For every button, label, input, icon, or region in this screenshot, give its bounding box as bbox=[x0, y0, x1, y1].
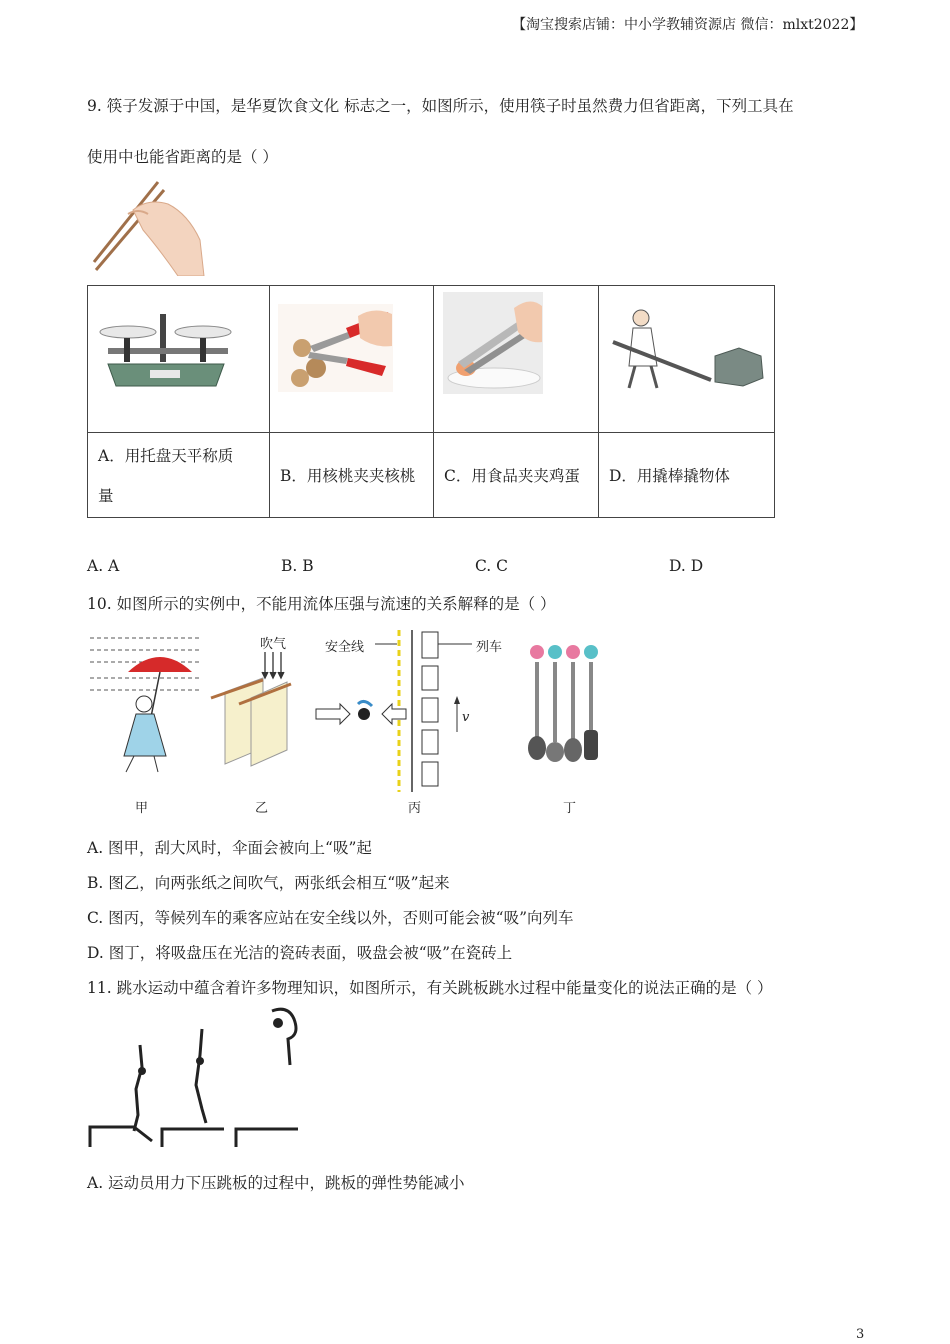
figure-ding-suction-hooks bbox=[527, 642, 605, 770]
q11-stem: 11. 跳水运动中蕴含着许多物理知识，如图所示，有关跳板跳水过程中能量变化的说法正确的是（ ） bbox=[87, 979, 773, 997]
q10-option-d[interactable]: D. 图丁，将吸盘压在光洁的瓷砖表面，吸盘会被“吸”在瓷砖上 bbox=[87, 944, 513, 962]
food-tongs-cell bbox=[434, 286, 599, 433]
option-a-label: A．用托盘天平称质 bbox=[98, 447, 234, 465]
caption-jia: 甲 bbox=[135, 801, 149, 816]
crowbar-lever-image bbox=[599, 286, 774, 432]
q9-stem-line2: 使用中也能省距离的是（ ） bbox=[87, 148, 278, 166]
crowbar-cell bbox=[599, 286, 775, 433]
q9-answer-b[interactable]: B. B bbox=[281, 557, 314, 575]
option-c-cell bbox=[434, 433, 599, 518]
q9-answer-a[interactable]: A. A bbox=[87, 557, 120, 575]
safety-line-label: 安全线 bbox=[325, 640, 365, 655]
caption-yi: 乙 bbox=[255, 801, 269, 816]
figure-jia-umbrella bbox=[88, 632, 203, 777]
caption-bing: 丙 bbox=[408, 801, 422, 816]
option-a-cell bbox=[88, 433, 270, 518]
q9-answer-d[interactable]: D. D bbox=[669, 557, 704, 575]
option-a-label-cont: 量 bbox=[98, 487, 114, 505]
q11-option-a[interactable]: A. 运动员用力下压跳板的过程中，跳板的弹性势能减小 bbox=[87, 1174, 465, 1192]
option-b-cell bbox=[270, 433, 434, 518]
nutcracker-image bbox=[270, 286, 433, 432]
q10-stem: 10. 如图所示的实例中，不能用流体压强与流速的关系解释的是（ ） bbox=[87, 595, 556, 613]
blow-label: 吹气 bbox=[260, 637, 287, 652]
q9-stem-line1: 9. 筷子发源于中国，是华夏饮食文化 标志之一，如图所示，使用筷子时虽然费力但省距离，下列工具在 bbox=[87, 97, 794, 115]
page-number: 3 bbox=[856, 1327, 865, 1342]
food-tongs-image bbox=[434, 286, 598, 432]
balance-scale-image bbox=[88, 286, 269, 432]
q9-options-table bbox=[87, 285, 775, 518]
nutcracker-cell bbox=[270, 286, 434, 433]
figure-bing-train bbox=[312, 628, 472, 794]
option-b-label: B．用核桃夹夹核桃 bbox=[280, 467, 416, 485]
velocity-label: v bbox=[462, 710, 470, 725]
caption-ding: 丁 bbox=[563, 801, 577, 816]
option-d-cell bbox=[599, 433, 775, 518]
q10-option-c[interactable]: C. 图丙，等候列车的乘客应站在安全线以外，否则可能会被“吸”向列车 bbox=[87, 909, 574, 927]
page-header: 【淘宝搜索店铺：中小学教辅资源店 微信：mlxt2022】 bbox=[512, 17, 864, 33]
diving-figure bbox=[88, 1005, 303, 1151]
option-d-label: D．用撬棒撬物体 bbox=[609, 467, 730, 485]
q10-option-b[interactable]: B. 图乙，向两张纸之间吹气，两张纸会相互“吸”起来 bbox=[87, 874, 450, 892]
figure-yi-papers bbox=[205, 652, 297, 770]
balance-scale-cell bbox=[88, 286, 270, 433]
chopsticks-hand-image bbox=[88, 180, 208, 276]
q9-answer-c[interactable]: C. C bbox=[475, 557, 509, 575]
q10-option-a[interactable]: A. 图甲，刮大风时，伞面会被向上“吸”起 bbox=[87, 839, 372, 857]
option-c-label: C．用食品夹夹鸡蛋 bbox=[444, 467, 580, 485]
train-label: 列车 bbox=[476, 640, 503, 655]
